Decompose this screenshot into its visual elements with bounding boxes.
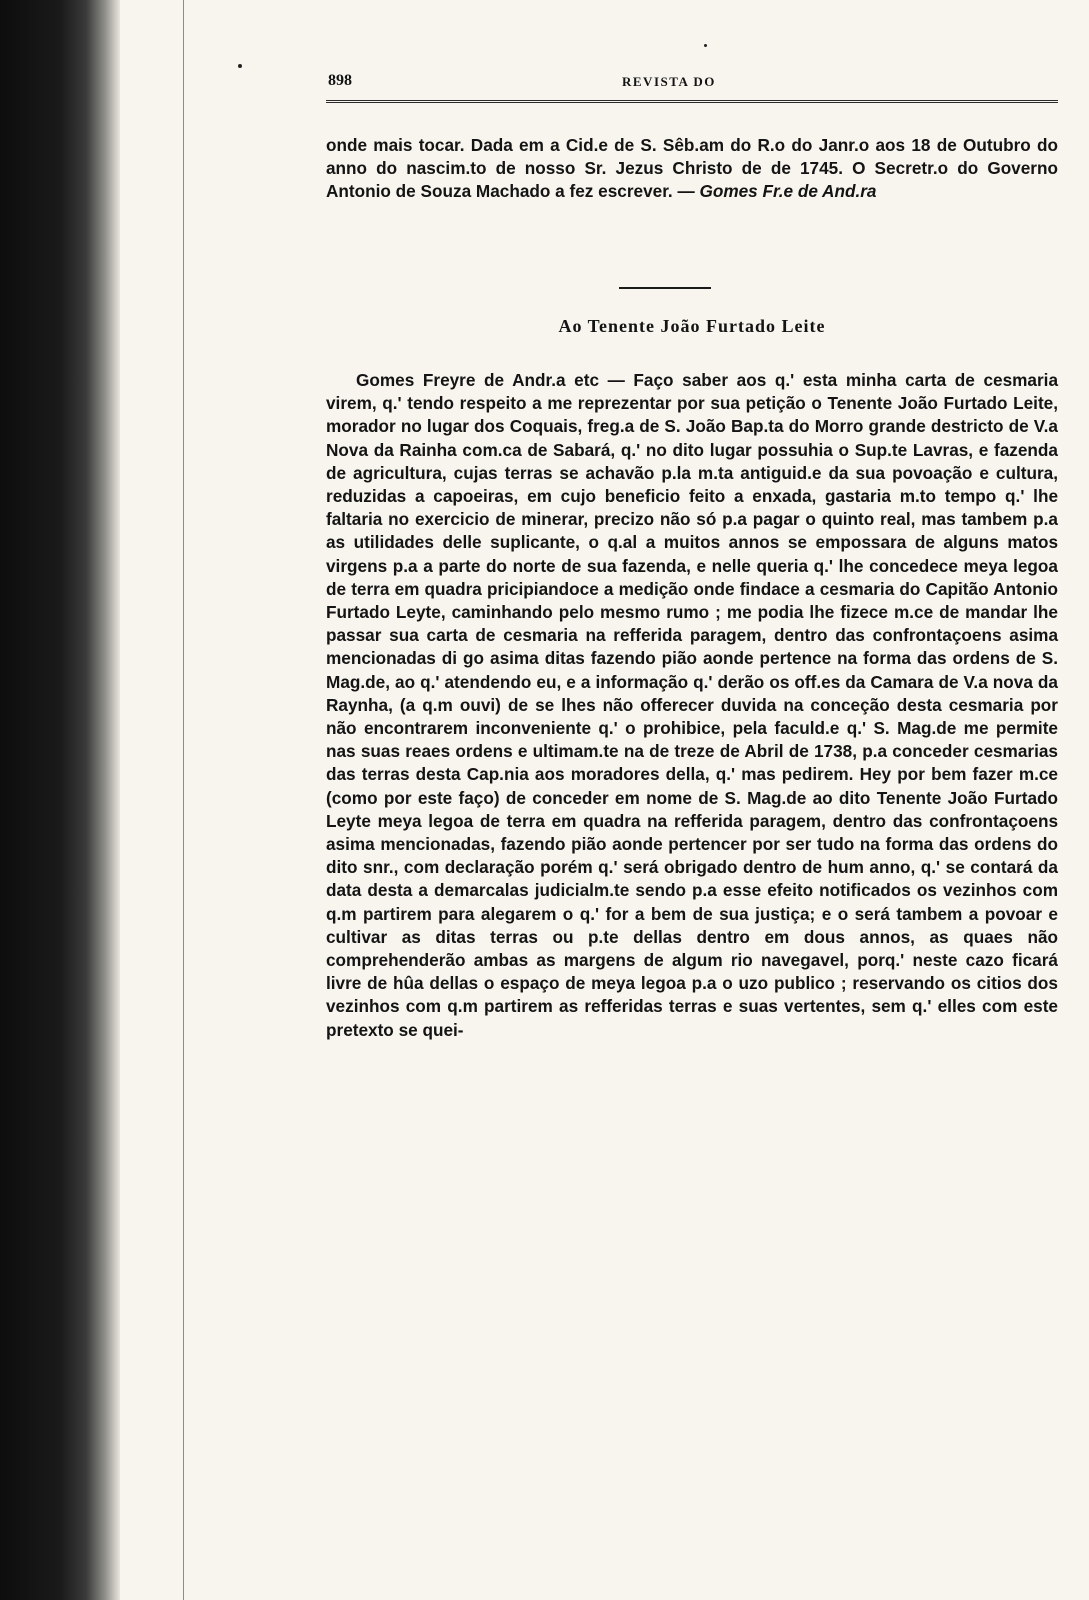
header-rule — [326, 100, 1058, 103]
print-speck — [238, 64, 242, 68]
document-page — [326, 0, 1058, 1600]
running-head: REVISTA DO — [622, 74, 716, 89]
book-binding-shadow — [0, 0, 120, 1600]
section-separator — [619, 287, 711, 289]
signature: Gomes Fr.e de And.ra — [699, 181, 877, 202]
closing-paragraph — [326, 134, 1058, 204]
section-title: Ao Tenente João Furtado Leite — [558, 316, 826, 336]
page-gutter-line — [183, 0, 184, 1600]
page-number: 898 — [328, 72, 352, 89]
section-body: Gomes Freyre de Andr.a etc — Faço saber aos q.' esta minha carta de cesmaria virem, q.' tendo respeito a me reprezentar por sua petição o Tenente João Furtado Leite, morador no lugar dos Coquais, freg.a de S. João Bap.ta do Morro grande destricto de V.a Nova da Rainha com.ca de Sabará, q.' no dito lugar possuhia o Sup.te Lavras, e fazenda de agricultura, cujas terras se achavão p.la m.ta antiguid.e da sua povoação e cultura, reduzidas a capoeiras, em cujo beneficio feito a enxada, gastaria m.to tempo q.' lhe faltaria no exercicio de minerar, precizo não só p.a pagar o quinto real, mas tambem p.a as utilidades delle suplicante, o q.al a muitos annos se empossara de alguns matos virgens p.a a parte do norte de sua fazenda, e nelle queria q.' lhe concedece meya legoa de terra em quadra pricipiandoce a medição onde findace a cesmaria do Capitão Antonio Furtado Leyte, caminhando pelo mesmo rumo ; me podia lhe fizece m.ce de mandar lhe passar sua carta de cesmaria na refferida paragem, dentro das confrontaçoens asima mencionadas di go asima ditas fazendo pião aonde pertence na forma das ordens de S. Mag.de, ao q.' atendendo eu, e a informação q.' derão os off.es da Camara de V.a nova da Raynha, (a q.m ouvi) de se lhes não offerecer duvida na conceção desta cesmaria por não encontrarem inconveniente q.' o prohibice, pela faculd.e q.' S. Mag.de me permite nas suas reaes ordens e ultimam.te na de treze de Abril de 1738, p.a conceder cesmarias das terras desta Cap.nia aos moradores della, q.' mas pedirem. Hey por bem fazer m.ce (como por este faço) de conceder em nome de S. Mag.de ao dito Tenente João Furtado Leyte meya legoa de terra em quadra na refferida paragem, dentro das confrontaçoens asima mencionadas, fazendo pião aonde pertencer por ser tudo na forma das ordens do dito snr., com declaração porém q.' será obrigado dentro de hum anno, q.' se contará da data desta a demarcalas judicialm.te sendo p.a esse efeito notificados os vezinhos com q.m partirem para alegarem o q.' for a bem de sua justiça; e o será tambem a povoar e cultivar as ditas terras ou p.te dellas dentro em dous annos, as quaes não comprehenderão ambas as margens de algum rio navegavel, porq.' neste cazo ficará livre de hûa dellas o espaço de meya legoa p.a o uzo publico ; reservando os citios dos vezinhos com q.m partirem as refferidas terras e suas vertentes, sem q.' elles com este pretexto se quei- — [326, 370, 1058, 1040]
page-header — [326, 72, 1058, 96]
closing-paragraph-text: onde mais tocar. Dada em a Cid.e de S. Sêb.am do R.o do Janr.o aos 18 de Outubro do anno do nascim.to de nosso Sr. Jezus Christo de de 1745. O Secretr.o do Governo Antonio de Souza Machado a fez escrever. — — [326, 135, 1058, 202]
